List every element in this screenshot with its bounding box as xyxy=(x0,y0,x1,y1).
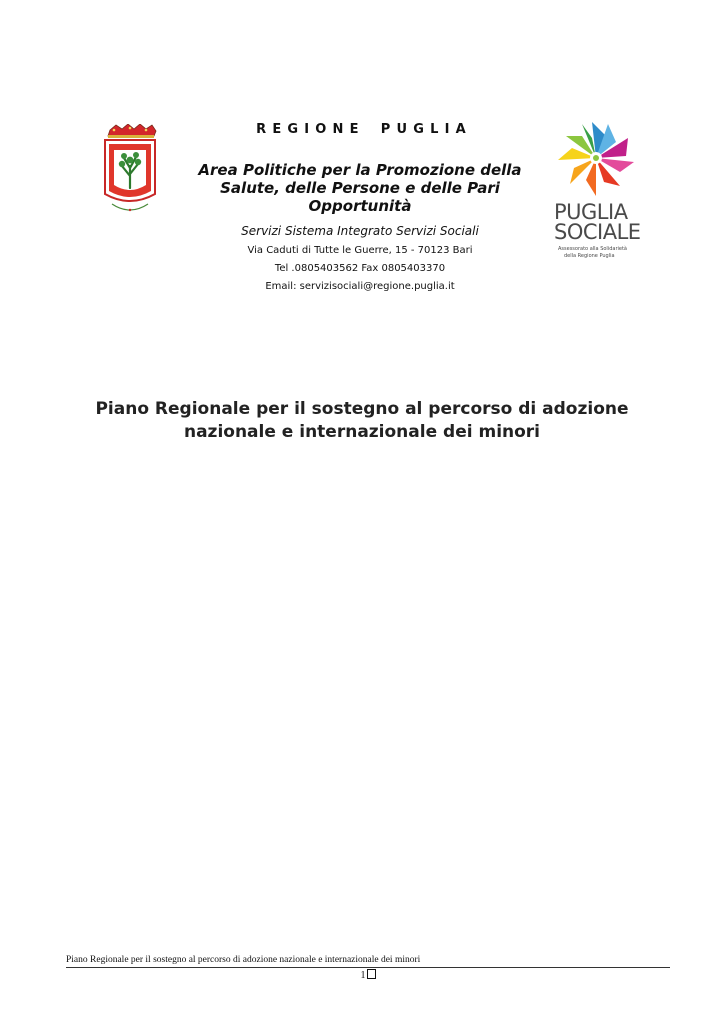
puglia-sociale-logo xyxy=(552,118,644,264)
region-name: REGIONE PUGLIA xyxy=(256,122,472,137)
address-text: Via Caduti di Tutte le Guerre, 15 - 70123 Bari xyxy=(247,245,473,256)
letterhead xyxy=(190,122,530,295)
email-text: Email: servizisociali@regione.puglia.it xyxy=(265,281,455,292)
page-footer xyxy=(66,955,670,983)
puglia-sociale-sub-1: Assessorato alla Solidarietà xyxy=(558,246,627,252)
service-name: Servizi Sistema Integrato Servizi Sociali xyxy=(241,224,479,238)
puglia-sociale-word-2: SOCIALE xyxy=(554,220,641,244)
placeholder-box-icon xyxy=(367,969,376,979)
pinwheel-icon xyxy=(558,122,634,196)
department-title: Area Politiche per la Promozione della Salute, delle Persone e delle Pari Opportunità xyxy=(198,161,522,215)
page-number: 1 xyxy=(66,969,670,983)
document-title: Piano Regionale per il sostegno al percorso di adozione nazionale e internazionale dei minori xyxy=(95,399,629,442)
regione-puglia-crest-icon xyxy=(96,124,164,218)
puglia-sociale-sub-2: della Regione Puglia xyxy=(564,253,615,259)
phone-fax-text: Tel .0805403562 Fax 0805403370 xyxy=(274,263,446,274)
puglia-sociale-word-1: PUGLIA xyxy=(554,200,628,224)
footer-text: Piano Regionale per il sostegno al percorso di adozione nazionale e internazionale dei minori xyxy=(66,955,670,968)
